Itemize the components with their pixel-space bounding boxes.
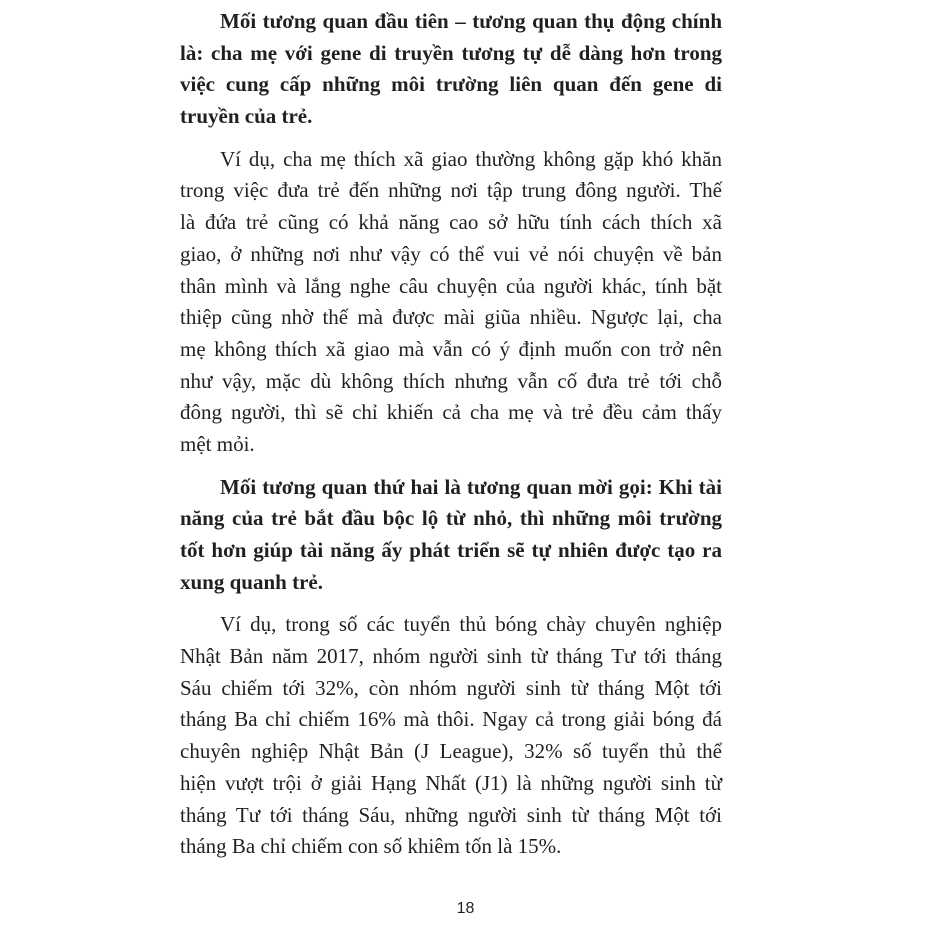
text-line: tháng Ba chỉ chiếm 16% mà thôi. Ngay cả trong giải bóng đá — [180, 707, 722, 732]
text-line: Mối tương quan thứ hai là tương quan mời gọi: Khi tài — [220, 474, 722, 499]
text-line: Mối tương quan đầu tiên – tương quan thụ động chính — [220, 9, 722, 33]
text-line: hiện vượt trội ở giải Hạng Nhất (J1) là những người sinh từ — [180, 770, 722, 795]
text-line: năng của trẻ bắt đầu bộc lộ từ nhỏ, thì những môi trường — [180, 506, 722, 531]
text-line: mẹ không thích xã giao mà vẫn có ý định muốn con trở nên — [180, 336, 722, 361]
text-line: tháng Ba chỉ chiếm con số khiêm tốn là 15%. — [180, 834, 562, 859]
text-line: chuyên nghiệp Nhật Bản (J League), 32% số tuyển thủ thể — [180, 739, 722, 764]
text-line: thân mình và lắng nghe câu chuyện của người khác, tính bặt — [180, 273, 722, 298]
text-line: đông người, thì sẽ chỉ khiến cả cha mẹ và trẻ đều cảm thấy — [180, 400, 722, 425]
paragraph-example-athletes — [180, 609, 722, 863]
text-line: Ví dụ, trong số các tuyển thủ bóng chày chuyên nghiệp — [220, 612, 722, 637]
paragraph-second-correlation — [180, 472, 722, 599]
text-line: như vậy, mặc dù không thích nhưng vẫn cố đưa trẻ tới chỗ — [180, 368, 722, 393]
text-line: Ví dụ, cha mẹ thích xã giao thường không gặp khó khăn — [220, 146, 722, 171]
text-line: giao, ở những nơi như vậy có thể vui vẻ nói chuyện về bản — [180, 241, 722, 266]
text-line: việc cung cấp những môi trường liên quan đến gene di — [180, 72, 722, 97]
text-line: trong việc đưa trẻ đến những nơi tập trung đông người. Thế — [180, 178, 722, 203]
text-line: Nhật Bản năm 2017, nhóm người sinh từ tháng Tư tới tháng — [180, 644, 722, 669]
text-line: tháng Tư tới tháng Sáu, những người sinh từ tháng Một tới — [180, 802, 722, 827]
paragraph-example-sociable-parents — [180, 144, 722, 461]
text-line: là: cha mẹ với gene di truyền tương tự dễ dàng hơn trong — [180, 40, 722, 65]
text-line: Sáu chiếm tới 32%, còn nhóm người sinh từ tháng Một tới — [180, 675, 722, 700]
text-line: xung quanh trẻ. — [180, 569, 323, 594]
page-number: 18 — [456, 900, 475, 917]
text-line: thiệp cũng nhờ thế mà được mài giũa nhiều. Ngược lại, cha — [180, 305, 722, 330]
paragraph-first-correlation — [180, 6, 722, 133]
text-line: truyền của trẻ. — [180, 104, 313, 129]
text-line: tốt hơn giúp tài năng ấy phát triển sẽ tự nhiên được tạo ra — [180, 538, 722, 562]
book-page-body — [180, 6, 722, 874]
text-line: là đứa trẻ cũng có khả năng cao sở hữu tính cách thích xã — [180, 210, 722, 235]
text-line: mệt mỏi. — [180, 431, 255, 456]
